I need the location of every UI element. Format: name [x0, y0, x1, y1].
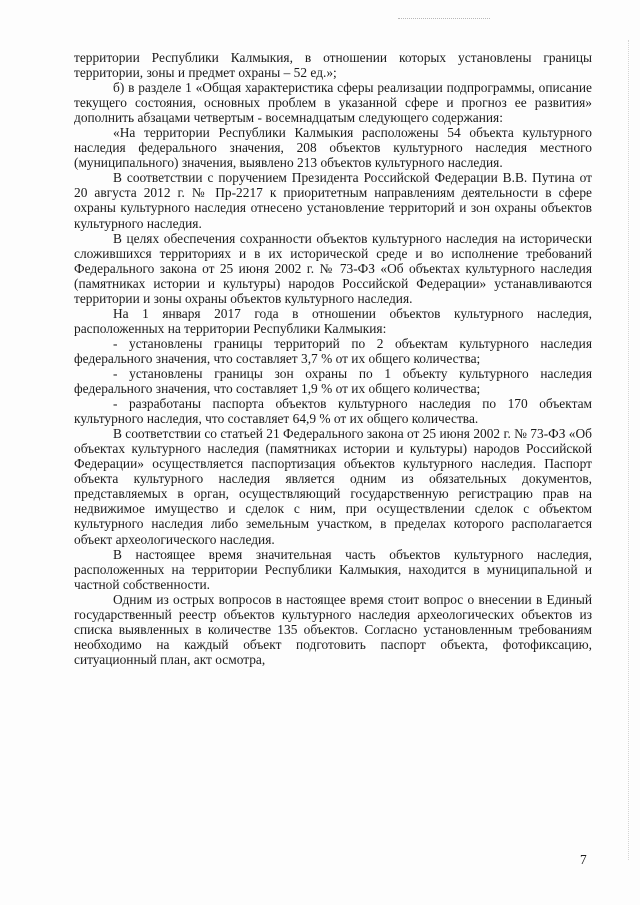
scan-artifact	[398, 18, 490, 19]
paragraph-heritage-count: «На территории Республики Калмыкия расположены 54 объекта культурного наследия федерального значения, 208 объектов культурного наследия местного (муниципального) значения, выявлено 213 объектов культурного наследия.	[74, 125, 592, 171]
page-number: 7	[580, 852, 587, 867]
paragraph-presidential-order: В соответствии с поручением Президента Российской Федерации В.В. Путина от 20 августа 2012 г. № Пр-2217 к приоритетным направлениям деятельности в сфере охраны культурного наследия отнесено установление территорий и зон охраны объектов культурного наследия.	[74, 170, 592, 231]
paragraph-status-2017: На 1 января 2017 года в отношении объектов культурного наследия, расположенных на территории Республики Калмыкия:	[74, 305, 592, 336]
paragraph-registry-issue: Одним из острых вопросов в настоящее время стоит вопрос о внесении в Единый государственный реестр объектов культурного наследия археологических объектов из списка выявленных в количестве 135 объектов. Согласно установленным требованиям необходимо на каждый объект подготовить паспорт объекта, фотофиксацию, ситуационный план, акт осмотра,	[74, 591, 592, 667]
document-body	[74, 50, 592, 667]
list-item-protection-zones: - установлены границы зон охраны по 1 объекту культурного наследия федерального значения, что составляет 1,9 % от их общего количества;	[74, 365, 592, 397]
list-item-territory-borders: - установлены границы территорий по 2 объектам культурного наследия федерального значения, что составляет 3,7 % от их общего количества;	[74, 335, 592, 366]
paragraph-federal-law: В целях обеспечения сохранности объектов культурного наследия на исторически сложившихся территориях и в их исторической среде и во исполнение требований Федерального закона от 25 июня 2002 г. № 73-ФЗ «Об объектах культурного наследия (памятниках истории и культуры) народов Российской Федерации» устанавливаются территории и зоны охраны объектов культурного наследия.	[74, 230, 592, 306]
paragraph-continuation: территории Республики Калмыкия, в отношении которых установлены границы территории, зоны и предмет охраны – 52 ед.»;	[74, 50, 592, 81]
paragraph-ownership: В настоящее время значительная часть объектов культурного наследия, расположенных на территории Республики Калмыкия, находится в муниципальной и частной собственности.	[74, 546, 592, 592]
paragraph-article-21: В соответствии со статьей 21 Федерального закона от 25 июня 2002 г. № 73-ФЗ «Об объектах культурного наследия (памятниках истории и культуры) народов Российской Федерации» осуществляется паспортизация объектов культурного наследия. Паспорт объекта культурного наследия является одним из обязательных документов, представляемых в орган, осуществляющий государственную регистрацию прав на недвижимое имущество и сделок с ним, при осуществлении сделок с объектом культурного наследия либо земельным участком, в пределах которого располагается объект археологического наследия.	[74, 426, 592, 547]
paragraph-amendment-b: б) в разделе 1 «Общая характеристика сферы реализации подпрограммы, описание текущего состояния, основных проблем в указанной сфере и прогноз ее развития» дополнить абзацами четвертым - восемнадцатым следующего содержания:	[74, 80, 592, 126]
scan-margin-artifact	[628, 40, 629, 860]
list-item-passports: - разработаны паспорта объектов культурного наследия по 170 объектам культурного наследия, что составляет 64,9 % от их общего количества.	[74, 396, 592, 427]
